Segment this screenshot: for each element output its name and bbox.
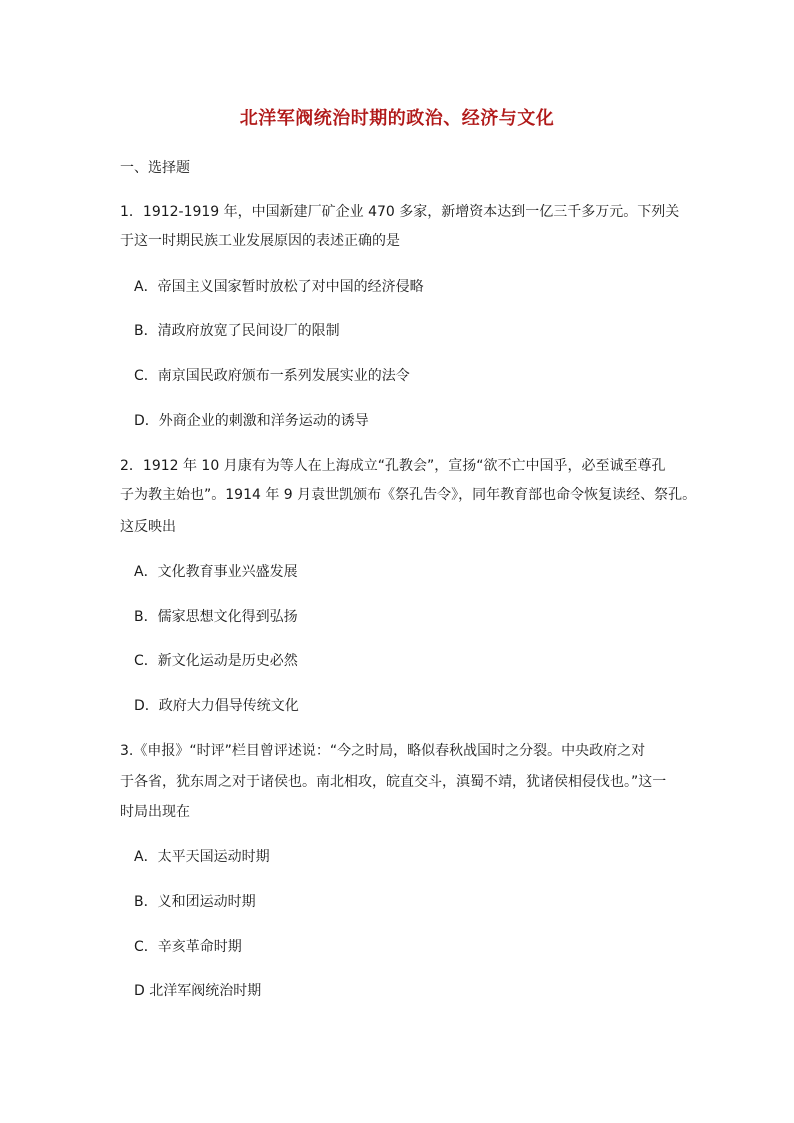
question-3-option-c: C．辛亥革命时期: [134, 939, 242, 955]
document-title: 北洋军阀统治时期的政治、经济与文化: [239, 108, 555, 129]
question-2-line-3: 这反映出: [120, 519, 176, 535]
question-3-line-3: 时局出现在: [120, 804, 190, 820]
question-2-line-2: 子为教主始也”。1914 年 9 月袁世凯颁布《祭孔告令》，同年教育部也命令恢复读经、祭孔。: [120, 487, 697, 503]
question-2-option-b: B．儒家思想文化得到弘扬: [134, 609, 298, 625]
question-2-option-a: A．文化教育事业兴盛发展: [134, 564, 298, 580]
section-heading: 一、选择题: [120, 160, 190, 176]
question-1-option-c: C．南京国民政府颁布一系列发展实业的法令: [134, 368, 410, 384]
question-3-option-a: A．太平天国运动时期: [134, 849, 270, 865]
question-1-option-b: B．清政府放宽了民间设厂的限制: [134, 323, 340, 339]
question-1-line-2: 于这一时期民族工业发展原因的表述正确的是: [120, 233, 400, 249]
question-3-option-d: D 北洋军阀统治时期: [134, 983, 262, 999]
question-1-line-1: 1．1912-1919 年，中国新建厂矿企业 470 多家，新增资本达到一亿三千多万元。下列关: [120, 204, 680, 220]
question-1-option-d: D．外商企业的刺激和洋务运动的诱导: [134, 413, 369, 429]
question-1-option-a: A．帝国主义国家暂时放松了对中国的经济侵略: [134, 279, 424, 295]
question-3-option-b: B．义和团运动时期: [134, 894, 256, 910]
question-2-option-c: C．新文化运动是历史必然: [134, 653, 298, 669]
question-3-line-2: 于各省，犹东周之对于诸侯也。南北相攻，皖直交斗，滇蜀不靖，犹诸侯相侵伐也。”这一: [120, 774, 667, 790]
question-2-line-1: 2．1912 年 10 月康有为等人在上海成立“孔教会”，宣扬“欲不亡中国乎，必至诚至尊孔: [120, 458, 666, 474]
question-2-option-d: D．政府大力倡导传统文化: [134, 698, 299, 714]
question-3-line-1: 3.《申报》“时评”栏目曾评述说：“今之时局，略似春秋战国时之分裂。中央政府之对: [120, 743, 646, 759]
